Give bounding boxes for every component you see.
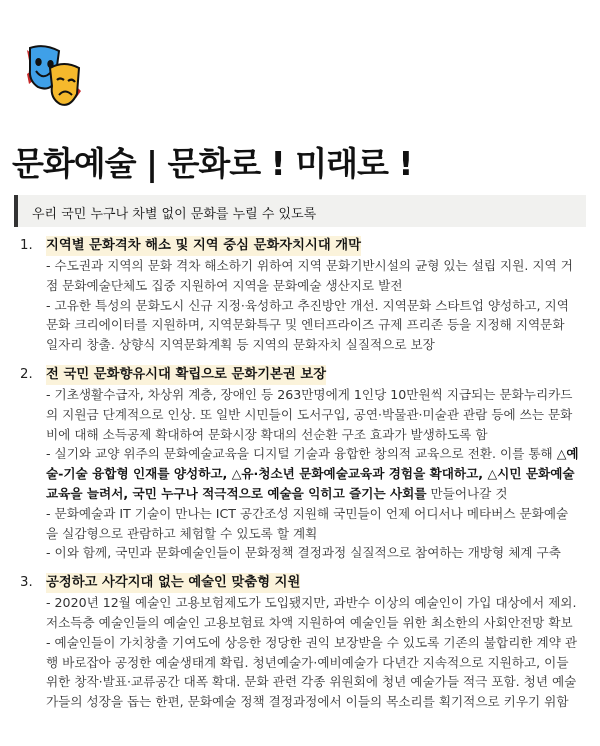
callout-text: 우리 국민 누구나 차별 없이 문화를 누릴 수 있도록 (32, 207, 317, 222)
callout-quote (14, 195, 586, 227)
section-number: 1. (20, 238, 33, 253)
bullet-item (46, 633, 580, 712)
bullet-text: - 예술인들이 가치창출 기여도에 상응한 정당한 권익 보장받을 수 있도록 기존의 불합리한 계약 관행 바로잡아 공정한 예술생태계 확립. 청년예술가·예비예술가 다년간 지속적으로 지원하고, 이들 위한 창작·발표·교류공간 대폭 확대. 문화 관련 각종 위원회에 청년 예술가들 적극 포함. 청년 예술가들의 성장을 돕는 한편, 문화예술 정책 결정과정에서 이들의 목소리를 획기적으로 키우기 위함 (46, 634, 578, 710)
section-heading-row (20, 573, 580, 593)
bullet-item (46, 256, 580, 296)
bullet-list (20, 385, 580, 563)
bullet-list (20, 593, 580, 712)
bullet-item (46, 296, 580, 355)
section-number: 2. (20, 366, 33, 382)
section-number: 3. (20, 575, 33, 591)
bullet-emphasis: △예술-기술 융합형 인재를 양성하고, △유·청소년 문화예술교육과 경험을 확대하고, △시민 문화예술교육을 늘려서, 국민 누구나 적극적으로 예술을 익히고 즐기는 사회를 (46, 446, 579, 501)
bullet-text: - 고유한 특성의 문화도시 신규 지정·육성하고 추진방안 개선. 지역문화 스타트업 양성하고, 지역문화 크리에이터를 지원하며, 지역문화특구 및 엔터프라이즈 규제 프리존 등을 지정해 지역문화 일자리 창출. 상향식 지역문화계획 등 지역의 문화자치 실질적으로 보장 (46, 297, 569, 353)
page-title: 문화예술 | 문화로 ! 미래로 ! (12, 144, 413, 183)
bullet-text: - 문화예술과 IT 기술이 만나는 ICT 공간조성 지원해 국민들이 언제 어디서나 메타버스 문화예술을 실감형으로 관람하고 체험할 수 있도록 할 계획 (46, 505, 569, 541)
bullet-item (46, 593, 580, 633)
bullet-item (46, 444, 580, 503)
section-item (20, 573, 580, 712)
section-item (20, 365, 580, 563)
section-heading: 공정하고 사각지대 없는 예술인 맞춤형 지원 (46, 573, 300, 593)
bullet-item (46, 504, 580, 544)
bullet-text: - 기초생활수급자, 차상위 계층, 장애인 등 263만명에게 1인당 10만원씩 지급되는 문화누리카드의 지원금 단계적으로 인상. 또 일반 시민들이 도서구입, 공연·박물관·미술관 관람 등에 쓰는 문화비에 대해 소득공제 확대하여 문화시장 확대의 선순환 구조 효과가 발생하도록 함 (46, 386, 573, 442)
bullet-item (46, 385, 580, 444)
section-heading: 전 국민 문화향유시대 확립으로 문화기본권 보장 (46, 365, 326, 385)
bullet-item (46, 543, 580, 563)
bullet-text: - 이와 함께, 국민과 문화예술인들이 문화정책 결정과정 실질적으로 참여하는 개방형 체계 구축 (46, 545, 561, 561)
bullet-text: 만들어나갈 것 (426, 485, 508, 501)
section-list (20, 236, 580, 722)
section-heading-row (20, 365, 580, 385)
bullet-list (20, 256, 580, 355)
section-heading: 지역별 문화격차 해소 및 지역 중심 문화자치시대 개막 (46, 236, 361, 256)
section-heading-row (20, 236, 580, 256)
bullet-text: - 2020년 12월 예술인 고용보험제도가 도입됐지만, 과반수 이상의 예술인이 가입 대상에서 제외. 저소득층 예술인들의 예술인 고용보험료 차액 지원하여 예술인들 위한 최소한의 사회안전망 확보 (46, 595, 577, 630)
theater-masks-icon (24, 44, 84, 110)
section-item (20, 236, 580, 355)
bullet-text: - 수도권과 지역의 문화 격차 해소하기 위하여 지역 문화기반시설의 균형 있는 설립 지원. 지역 거점 문화예술단체도 집중 지원하여 지역을 문화예술 생산지로 발전 (46, 258, 573, 293)
bullet-text: - 실기와 교양 위주의 문화예술교육을 디지털 기술과 융합한 창의적 교육으로 전환. 이를 통해 (46, 446, 557, 462)
